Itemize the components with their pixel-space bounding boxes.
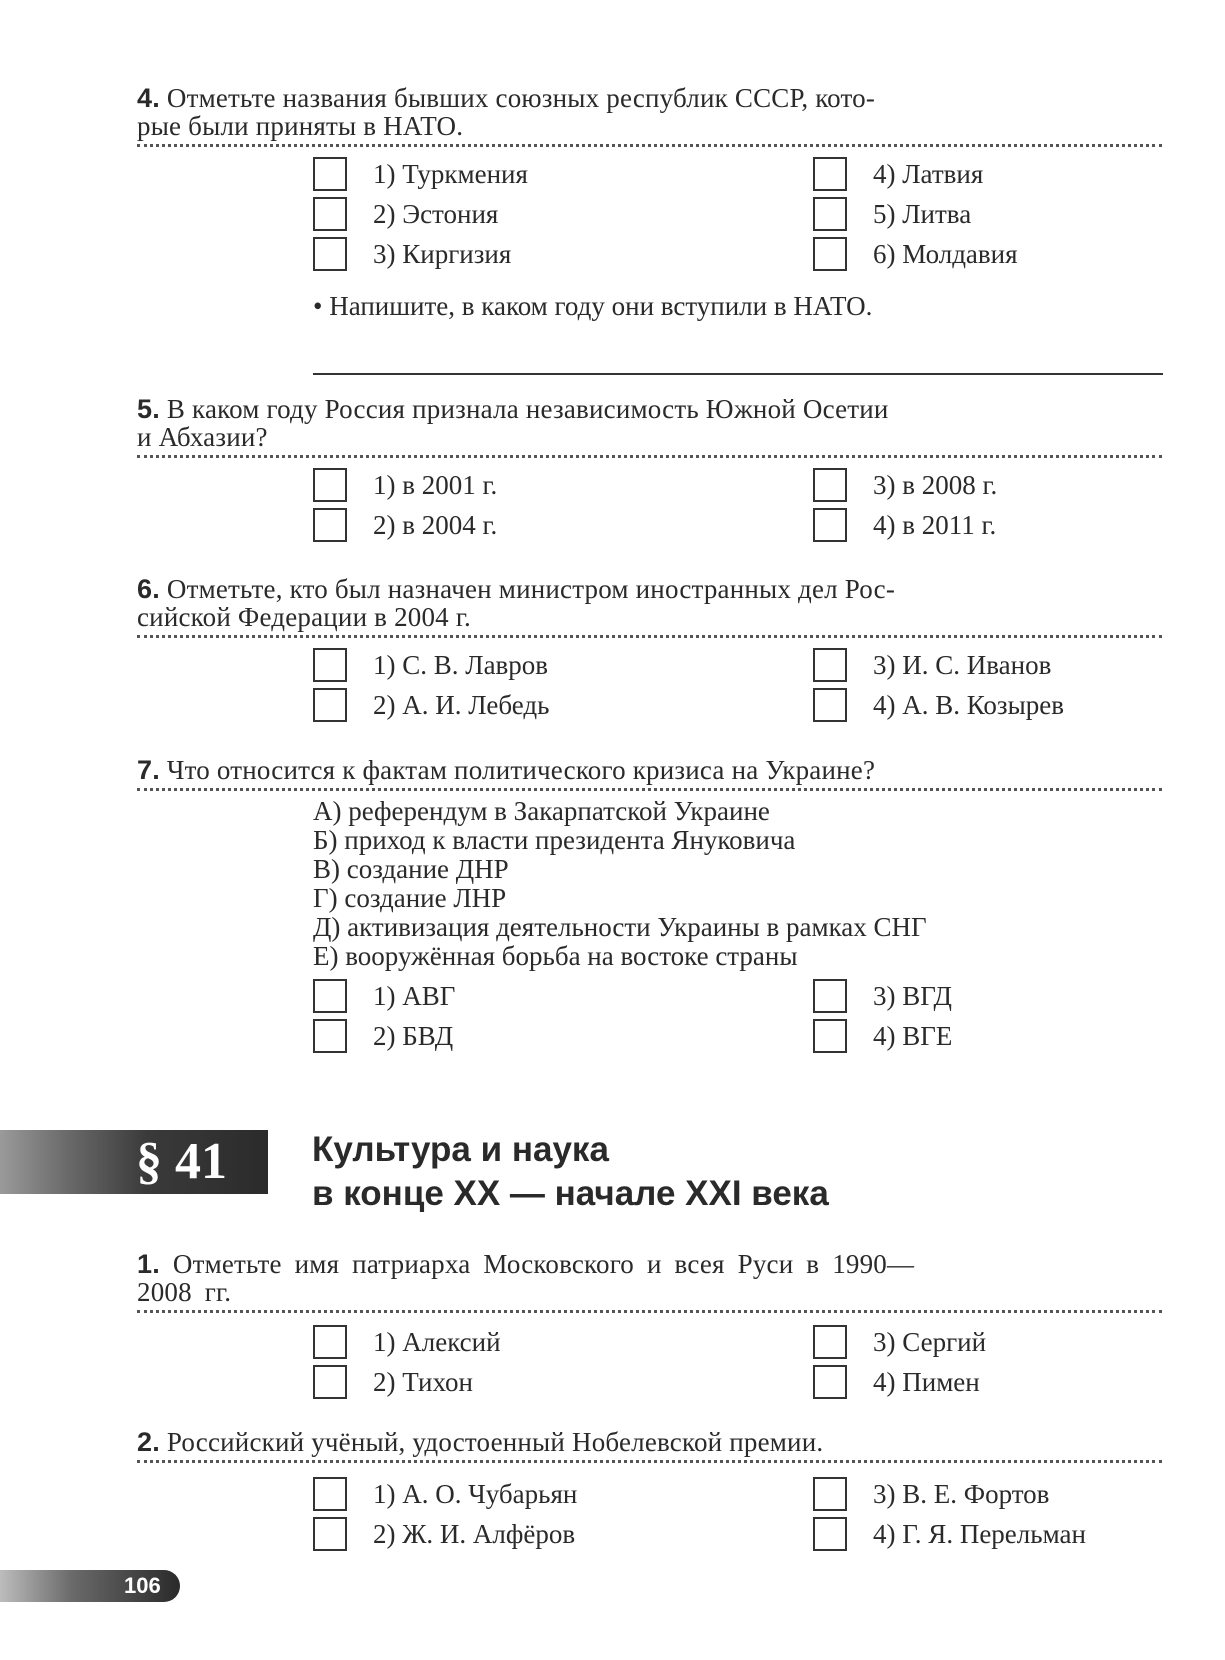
section-title <box>312 1128 829 1216</box>
checkbox[interactable] <box>313 1517 347 1551</box>
question-text-line2: сийской Федерации в 2004 г. <box>137 602 472 632</box>
answer-options <box>313 979 1162 1055</box>
option-label: 4) в 2011 г. <box>873 510 997 540</box>
question-text: Российский учёный, удостоенный Нобелевской премии. <box>166 1427 824 1457</box>
option-label: 2) Тихон <box>373 1367 473 1397</box>
checkbox[interactable] <box>813 1517 847 1551</box>
option-label: 5) Литва <box>873 199 972 229</box>
follow-up-prompt: • Напишите, в каком году они вступили в НАТО. <box>313 291 873 321</box>
question-text-line1: Отметьте названия бывших союзных республик СССР, кото- <box>166 83 876 113</box>
checkbox[interactable] <box>313 1477 347 1511</box>
section-question-1 <box>137 1250 1162 1401</box>
option-label: 1) Туркмения <box>373 159 528 189</box>
checkbox[interactable] <box>813 237 847 271</box>
question-text-line2: 2008 гг. <box>137 1277 232 1307</box>
question-text-line1: Отметьте имя патриарха Московского и всея Руси в 1990— <box>172 1249 915 1279</box>
answer-options <box>313 648 1162 724</box>
section-number: § 41 <box>136 1133 227 1190</box>
checkbox[interactable] <box>313 468 347 502</box>
question-6-text <box>137 575 1017 631</box>
checkbox[interactable] <box>813 1365 847 1399</box>
checkbox[interactable] <box>813 1019 847 1053</box>
answer-options <box>313 1325 1162 1401</box>
statement-item: Е) вооружённая борьба на востоке страны <box>313 941 798 971</box>
option-label: 4) Пимен <box>873 1367 980 1397</box>
statement-item: В) создание ДНР <box>313 854 509 884</box>
statement-list <box>313 797 1162 971</box>
statement-item: Б) приход к власти президента Януковича <box>313 825 796 855</box>
question-text-line1: В каком году Россия признала независимость Южной Осетии <box>166 394 889 424</box>
dotted-divider <box>137 1460 1162 1463</box>
question-5-text <box>137 395 1017 451</box>
statement-item: Д) активизация деятельности Украины в рамках СНГ <box>313 912 927 942</box>
question-text-line2: и Абхазии? <box>137 422 268 452</box>
question-4 <box>137 84 1162 323</box>
option-label: 1) А. О. Чубарьян <box>373 1479 578 1509</box>
checkbox[interactable] <box>313 237 347 271</box>
checkbox[interactable] <box>313 979 347 1013</box>
option-label: 4) Г. Я. Перельман <box>873 1519 1086 1549</box>
option-label: 3) в 2008 г. <box>873 470 998 500</box>
checkbox[interactable] <box>313 648 347 682</box>
checkbox[interactable] <box>313 157 347 191</box>
option-label: 3) Киргизия <box>373 239 512 269</box>
question-7 <box>137 756 1162 1055</box>
option-label: 6) Молдавия <box>873 239 1018 269</box>
option-label: 3) В. Е. Фортов <box>873 1479 1050 1509</box>
option-label: 4) ВГЕ <box>873 1021 953 1051</box>
question-text-line2: рые были приняты в НАТО. <box>137 111 464 141</box>
statement-item: А) референдум в Закарпатской Украине <box>313 796 770 826</box>
dotted-divider <box>137 1310 1162 1313</box>
checkbox[interactable] <box>813 979 847 1013</box>
dotted-divider <box>137 635 1162 638</box>
answer-options <box>313 468 1162 544</box>
option-label: 4) А. В. Козырев <box>873 690 1064 720</box>
checkbox[interactable] <box>313 1325 347 1359</box>
question-number: 4. <box>137 83 160 113</box>
dotted-divider <box>137 788 1162 791</box>
question-4-text <box>137 84 1017 140</box>
statement-item: Г) создание ЛНР <box>313 883 507 913</box>
question-number: 6. <box>137 574 160 604</box>
option-label: 2) БВД <box>373 1021 454 1051</box>
question-5 <box>137 395 1162 544</box>
checkbox[interactable] <box>813 197 847 231</box>
option-label: 2) в 2004 г. <box>373 510 498 540</box>
section-question-2 <box>137 1428 1162 1553</box>
option-label: 4) Латвия <box>873 159 984 189</box>
checkbox[interactable] <box>813 157 847 191</box>
question-number: 7. <box>137 755 160 785</box>
answer-options <box>313 157 1162 275</box>
section-question-2-text <box>137 1428 1017 1456</box>
option-label: 3) Сергий <box>873 1327 987 1357</box>
checkbox[interactable] <box>813 468 847 502</box>
answer-options <box>313 1477 1162 1553</box>
dotted-divider <box>137 144 1162 147</box>
section-title-line2: в конце XX — начале XXI века <box>312 1174 829 1213</box>
option-label: 3) ВГД <box>873 981 952 1011</box>
option-label: 1) С. В. Лавров <box>373 650 549 680</box>
option-label: 2) А. И. Лебедь <box>373 690 550 720</box>
question-number: 2. <box>137 1427 160 1457</box>
checkbox[interactable] <box>313 1019 347 1053</box>
question-number: 1. <box>137 1249 160 1279</box>
option-label: 1) АВГ <box>373 981 456 1011</box>
question-number: 5. <box>137 394 160 424</box>
option-label: 3) И. С. Иванов <box>873 650 1052 680</box>
question-text-line1: Отметьте, кто был назначен министром иностранных дел Рос- <box>166 574 896 604</box>
page-number: 106 <box>124 1573 161 1598</box>
question-text: Что относится к фактам политического кризиса на Украине? <box>166 755 876 785</box>
checkbox[interactable] <box>813 648 847 682</box>
option-label: 2) Ж. И. Алфёров <box>373 1519 576 1549</box>
question-7-text <box>137 756 1157 784</box>
checkbox[interactable] <box>813 688 847 722</box>
option-label: 1) в 2001 г. <box>373 470 498 500</box>
option-label: 1) Алексий <box>373 1327 501 1357</box>
checkbox[interactable] <box>313 197 347 231</box>
question-6 <box>137 575 1162 724</box>
section-number-bar <box>0 1130 268 1194</box>
checkbox[interactable] <box>813 508 847 542</box>
checkbox[interactable] <box>313 1365 347 1399</box>
checkbox[interactable] <box>813 1477 847 1511</box>
checkbox[interactable] <box>813 1325 847 1359</box>
checkbox[interactable] <box>313 688 347 722</box>
checkbox[interactable] <box>313 508 347 542</box>
section-question-1-text <box>137 1250 1017 1306</box>
option-label: 2) Эстония <box>373 199 499 229</box>
dotted-divider <box>137 455 1162 458</box>
section-title-line1: Культура и наука <box>312 1130 609 1169</box>
answer-line[interactable] <box>313 373 1163 375</box>
